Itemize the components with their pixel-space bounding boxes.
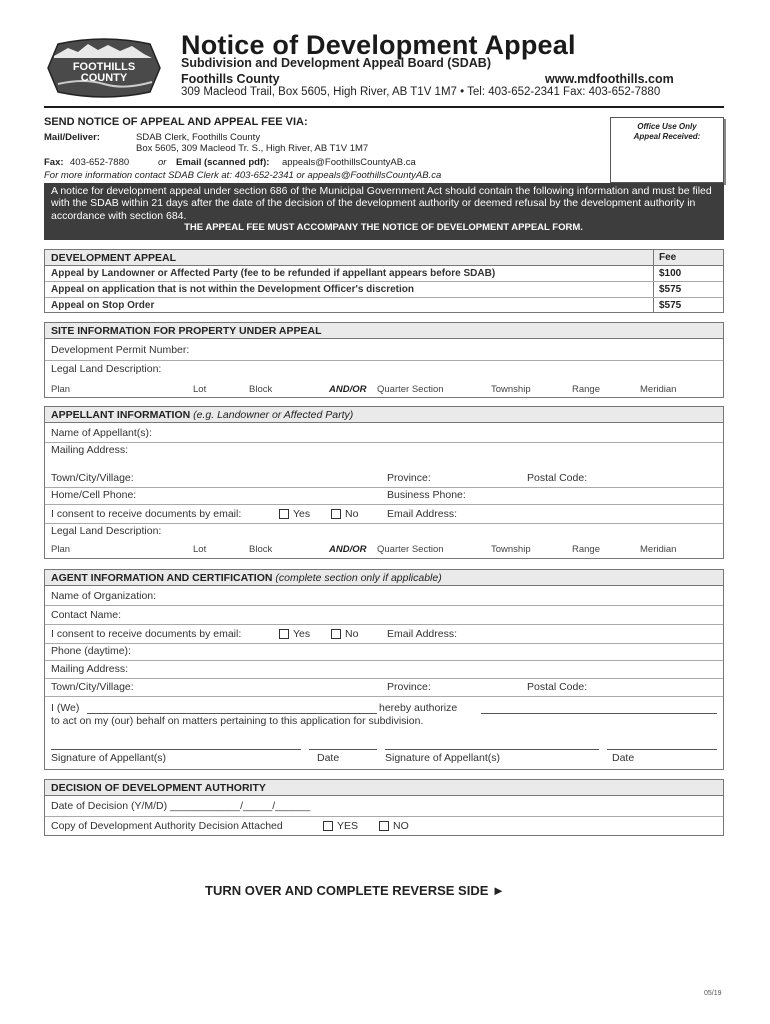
- authorized-agent-line[interactable]: [481, 712, 717, 714]
- fax-label: Fax:: [44, 157, 64, 168]
- checkbox-icon[interactable]: [331, 509, 341, 519]
- appeal-received-label: Appeal Received:: [633, 132, 701, 141]
- range-label: Range: [572, 544, 600, 555]
- agent-title: AGENT INFORMATION AND CERTIFICATION: [51, 572, 273, 584]
- site-info-section: [44, 322, 724, 398]
- site-info-heading: SITE INFORMATION FOR PROPERTY UNDER APPEAL: [45, 323, 723, 339]
- lot-label: Lot: [193, 544, 207, 555]
- logo-text-2: COUNTY: [80, 72, 128, 84]
- mail-line-2: Box 5605, 309 Macleod Tr. S., High River, AB T1V 1M7: [136, 143, 369, 154]
- county-name: Foothills County: [181, 72, 280, 86]
- notice-emphasis: THE APPEAL FEE MUST ACCOMPANY THE NOTICE OF DEVELOPMENT APPEAL FORM.: [184, 221, 583, 233]
- yes-label: YES: [337, 820, 359, 832]
- email-value[interactable]: appeals@FoothillsCountyAB.ca: [282, 157, 416, 168]
- decision-date-field[interactable]: Date of Decision (Y/M/D) ____________/_____/______: [51, 800, 311, 812]
- range-label: Range: [572, 384, 600, 395]
- foothills-county-logo: [44, 36, 164, 100]
- checkbox-icon[interactable]: [323, 821, 333, 831]
- date-label-1: Date: [317, 752, 340, 764]
- no-label: No: [345, 628, 359, 640]
- header-divider: [44, 106, 724, 108]
- agent-contact-field[interactable]: Contact Name:: [51, 609, 122, 621]
- authorize-act-on: to act on my (our) behalf on matters pertaining to this application for subdivision.: [51, 715, 424, 727]
- website-link[interactable]: www.mdfoothills.com: [545, 72, 674, 86]
- block-label: Block: [249, 544, 273, 555]
- page-title: Notice of Development Appeal: [181, 30, 576, 60]
- email-label: Email (scanned pdf):: [176, 157, 270, 168]
- county-address: 309 Macleod Trail, Box 5605, High River, AB T1V 1M7 • Tel: 403-652-2341 Fax: 403-652-7880: [181, 86, 661, 98]
- fee-row-label: Appeal on application that is not within the Development Officer's discretion: [51, 284, 414, 295]
- agent-town-field[interactable]: Town/City/Village:: [51, 681, 134, 693]
- appellant-home-phone-field[interactable]: Home/Cell Phone:: [51, 489, 137, 501]
- signature-label-1: Signature of Appellant(s): [51, 752, 166, 764]
- fee-heading: Fee: [659, 252, 677, 263]
- send-via-title: SEND NOTICE OF APPEAL AND APPEAL FEE VIA:: [44, 116, 308, 128]
- signature-line-2[interactable]: [385, 748, 599, 750]
- quarter-label: Quarter Section: [377, 544, 444, 555]
- appellant-note: (e.g. Landowner or Affected Party): [193, 409, 354, 421]
- decision-copy-label: Copy of Development Authority Decision Attached: [51, 820, 283, 832]
- fee-row-value: $575: [659, 300, 682, 311]
- date-label-2: Date: [612, 752, 635, 764]
- appellant-section: [44, 406, 724, 559]
- appellant-consent-no[interactable]: [325, 508, 358, 520]
- authorize-name-line[interactable]: [87, 712, 377, 714]
- agent-postal-field[interactable]: Postal Code:: [527, 681, 588, 693]
- quarter-label: Quarter Section: [377, 384, 444, 395]
- appellant-postal-field[interactable]: Postal Code:: [527, 472, 588, 484]
- decision-heading: DECISION OF DEVELOPMENT AUTHORITY: [45, 780, 723, 796]
- andor-label: AND/OR: [329, 544, 367, 555]
- checkbox-icon[interactable]: [379, 821, 389, 831]
- no-label: No: [345, 508, 359, 520]
- plan-label: Plan: [51, 544, 71, 555]
- appellant-name-field[interactable]: Name of Appellant(s):: [51, 427, 152, 439]
- logo-emblem-icon: [44, 36, 164, 100]
- authorize-label: hereby authorize: [379, 702, 458, 714]
- block-label: Block: [249, 384, 273, 395]
- fax-value: 403-652-7880: [70, 157, 130, 168]
- development-appeal-title: DEVELOPMENT APPEAL: [51, 252, 177, 264]
- turn-over-instruction: TURN OVER AND COMPLETE REVERSE SIDE ►: [205, 883, 505, 898]
- agent-mailing-field[interactable]: Mailing Address:: [51, 663, 129, 675]
- fee-row-label: Appeal on Stop Order: [51, 300, 155, 311]
- permit-number-field[interactable]: Development Permit Number:: [51, 344, 190, 356]
- notice-banner: [44, 183, 724, 240]
- decision-section: [44, 779, 724, 836]
- agent-consent-label: I consent to receive documents by email:: [51, 628, 242, 640]
- meridian-label: Meridian: [640, 544, 677, 555]
- appellant-province-field[interactable]: Province:: [387, 472, 431, 484]
- agent-section: [44, 569, 724, 770]
- development-appeal-section: [44, 249, 724, 313]
- authorize-we-label: I (We): [51, 702, 80, 714]
- appellant-heading: [45, 407, 723, 423]
- agent-org-field[interactable]: Name of Organization:: [51, 590, 157, 602]
- agent-note: (complete section only if applicable): [275, 572, 442, 584]
- signature-label-2: Signature of Appellant(s): [385, 752, 500, 764]
- plan-label: Plan: [51, 384, 71, 395]
- checkbox-icon[interactable]: [279, 629, 289, 639]
- logo-text-1: FOOTHILLS: [72, 61, 136, 73]
- agent-consent-no[interactable]: [325, 628, 358, 640]
- more-info: For more information contact SDAB Clerk at: 403-652-2341 or appeals@FoothillsCountyAB.ca: [44, 170, 442, 181]
- legal-land-field[interactable]: Legal Land Description:: [51, 363, 162, 375]
- township-label: Township: [491, 384, 531, 395]
- township-label: Township: [491, 544, 531, 555]
- office-use-box: [610, 117, 724, 183]
- form-version: 05/19: [704, 990, 722, 997]
- agent-province-field[interactable]: Province:: [387, 681, 431, 693]
- appellant-business-phone-field[interactable]: Business Phone:: [387, 489, 466, 501]
- agent-consent-yes[interactable]: [273, 628, 310, 640]
- office-use-label: Office Use Only: [637, 122, 697, 131]
- appellant-title: APPELLANT INFORMATION: [51, 409, 191, 421]
- board-subtitle: Subdivision and Development Appeal Board (SDAB): [181, 56, 491, 70]
- or-text: or: [158, 157, 167, 168]
- meridian-label: Meridian: [640, 384, 677, 395]
- mail-line-1: SDAB Clerk, Foothills County: [136, 132, 261, 143]
- appellant-legal-land-field[interactable]: Legal Land Description:: [51, 525, 162, 537]
- decision-no-option[interactable]: [373, 820, 409, 832]
- lot-label: Lot: [193, 384, 207, 395]
- checkbox-icon[interactable]: [331, 629, 341, 639]
- fee-row-value: $575: [659, 284, 682, 295]
- no-label: NO: [393, 820, 409, 832]
- appellant-email-field[interactable]: Email Address:: [387, 508, 458, 520]
- checkbox-icon[interactable]: [279, 509, 289, 519]
- fee-row-label: Appeal by Landowner or Affected Party (fee to be refunded if appellant appears before SDAB): [51, 268, 496, 279]
- fee-row-value: $100: [659, 268, 682, 279]
- appellant-consent-label: I consent to receive documents by email:: [51, 508, 242, 520]
- decision-yes-option[interactable]: [317, 820, 358, 832]
- mail-label: Mail/Deliver:: [44, 132, 100, 143]
- appellant-town-field[interactable]: Town/City/Village:: [51, 472, 134, 484]
- andor-label: AND/OR: [329, 384, 367, 395]
- development-appeal-heading: [45, 250, 723, 266]
- date-line-1[interactable]: [309, 748, 377, 750]
- date-line-2[interactable]: [607, 748, 717, 750]
- agent-email-field[interactable]: Email Address:: [387, 628, 458, 640]
- agent-phone-field[interactable]: Phone (daytime):: [51, 645, 131, 657]
- appellant-consent-yes[interactable]: [273, 508, 310, 520]
- signature-line-1[interactable]: [51, 748, 301, 750]
- appellant-mailing-field[interactable]: Mailing Address:: [51, 444, 129, 456]
- yes-label: Yes: [293, 508, 311, 520]
- yes-label: Yes: [293, 628, 311, 640]
- agent-heading: [45, 570, 723, 586]
- notice-text: A notice for development appeal under section 686 of the Municipal Government Act should contain the following information and must be filed with the SDAB within 21 days after the date of the decision of the development authority or deemed refusal by the development authority in accordance with section 684.: [51, 185, 712, 222]
